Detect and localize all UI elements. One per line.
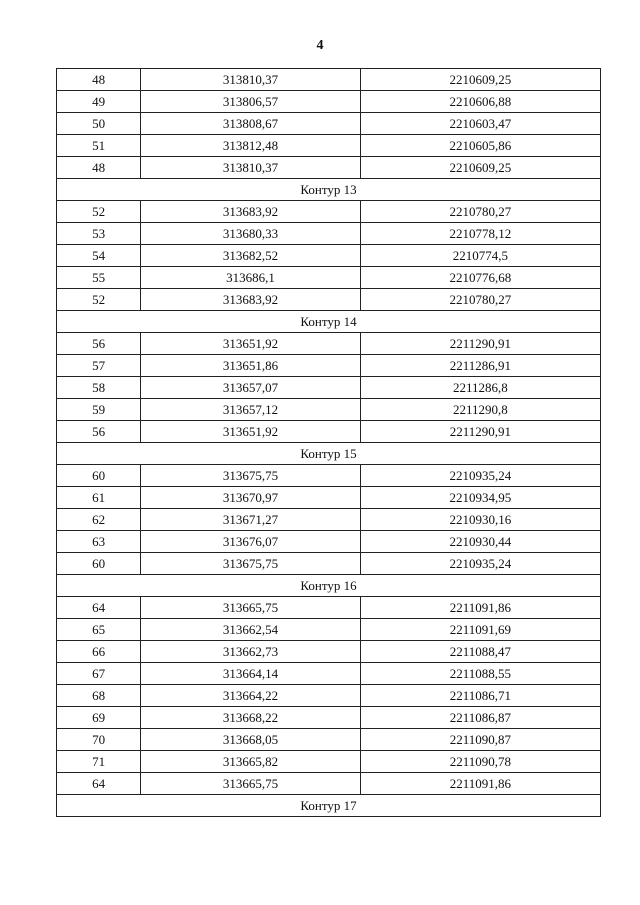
- y-coordinate-cell: 2211090,87: [360, 729, 600, 751]
- y-coordinate-cell: 2210605,86: [360, 135, 600, 157]
- y-coordinate-cell: 2210609,25: [360, 157, 600, 179]
- y-coordinate-cell: 2210934,95: [360, 487, 600, 509]
- x-coordinate-cell: 313651,92: [141, 421, 360, 443]
- table-row: [57, 333, 601, 355]
- x-coordinate-cell: 313683,92: [141, 289, 360, 311]
- point-number-cell: 64: [57, 597, 141, 619]
- table-row: [57, 663, 601, 685]
- contour-header-row: [57, 795, 601, 817]
- x-coordinate-cell: 313657,07: [141, 377, 360, 399]
- point-number-cell: 55: [57, 267, 141, 289]
- y-coordinate-cell: 2211091,86: [360, 597, 600, 619]
- table-row: [57, 135, 601, 157]
- y-coordinate-cell: 2211286,91: [360, 355, 600, 377]
- point-number-cell: 64: [57, 773, 141, 795]
- x-coordinate-cell: 313651,92: [141, 333, 360, 355]
- point-number-cell: 61: [57, 487, 141, 509]
- table-row: [57, 289, 601, 311]
- y-coordinate-cell: 2210603,47: [360, 113, 600, 135]
- point-number-cell: 67: [57, 663, 141, 685]
- table-row: [57, 421, 601, 443]
- table-row: [57, 465, 601, 487]
- x-coordinate-cell: 313664,22: [141, 685, 360, 707]
- x-coordinate-cell: 313665,75: [141, 597, 360, 619]
- x-coordinate-cell: 313812,48: [141, 135, 360, 157]
- point-number-cell: 48: [57, 69, 141, 91]
- table-row: [57, 399, 601, 421]
- coordinates-table: [56, 68, 601, 817]
- y-coordinate-cell: 2210935,24: [360, 465, 600, 487]
- y-coordinate-cell: 2210930,16: [360, 509, 600, 531]
- table-row: [57, 729, 601, 751]
- point-number-cell: 63: [57, 531, 141, 553]
- point-number-cell: 57: [57, 355, 141, 377]
- x-coordinate-cell: 313686,1: [141, 267, 360, 289]
- x-coordinate-cell: 313664,14: [141, 663, 360, 685]
- table-row: [57, 91, 601, 113]
- x-coordinate-cell: 313668,05: [141, 729, 360, 751]
- contour-header-row: [57, 575, 601, 597]
- y-coordinate-cell: 2211091,69: [360, 619, 600, 641]
- table-row: [57, 619, 601, 641]
- y-coordinate-cell: 2211091,86: [360, 773, 600, 795]
- table-row: [57, 355, 601, 377]
- table-row: [57, 69, 601, 91]
- contour-title: Контур 15: [57, 443, 601, 465]
- y-coordinate-cell: 2210780,27: [360, 201, 600, 223]
- y-coordinate-cell: 2211088,47: [360, 641, 600, 663]
- table-row: [57, 201, 601, 223]
- point-number-cell: 68: [57, 685, 141, 707]
- x-coordinate-cell: 313806,57: [141, 91, 360, 113]
- table-row: [57, 531, 601, 553]
- x-coordinate-cell: 313657,12: [141, 399, 360, 421]
- point-number-cell: 60: [57, 553, 141, 575]
- point-number-cell: 56: [57, 333, 141, 355]
- x-coordinate-cell: 313682,52: [141, 245, 360, 267]
- point-number-cell: 48: [57, 157, 141, 179]
- x-coordinate-cell: 313668,22: [141, 707, 360, 729]
- x-coordinate-cell: 313810,37: [141, 69, 360, 91]
- point-number-cell: 60: [57, 465, 141, 487]
- point-number-cell: 59: [57, 399, 141, 421]
- point-number-cell: 69: [57, 707, 141, 729]
- page-number: 4: [316, 38, 324, 53]
- x-coordinate-cell: 313651,86: [141, 355, 360, 377]
- point-number-cell: 50: [57, 113, 141, 135]
- table-row: [57, 223, 601, 245]
- x-coordinate-cell: 313670,97: [141, 487, 360, 509]
- table-row: [57, 377, 601, 399]
- x-coordinate-cell: 313662,73: [141, 641, 360, 663]
- point-number-cell: 53: [57, 223, 141, 245]
- point-number-cell: 65: [57, 619, 141, 641]
- y-coordinate-cell: 2211290,8: [360, 399, 600, 421]
- contour-header-row: [57, 179, 601, 201]
- x-coordinate-cell: 313671,27: [141, 509, 360, 531]
- x-coordinate-cell: 313808,67: [141, 113, 360, 135]
- x-coordinate-cell: 313675,75: [141, 553, 360, 575]
- y-coordinate-cell: 2210774,5: [360, 245, 600, 267]
- table-row: [57, 685, 601, 707]
- point-number-cell: 54: [57, 245, 141, 267]
- point-number-cell: 51: [57, 135, 141, 157]
- point-number-cell: 52: [57, 289, 141, 311]
- y-coordinate-cell: 2210930,44: [360, 531, 600, 553]
- point-number-cell: 70: [57, 729, 141, 751]
- y-coordinate-cell: 2211090,78: [360, 751, 600, 773]
- table-row: [57, 707, 601, 729]
- point-number-cell: 49: [57, 91, 141, 113]
- x-coordinate-cell: 313683,92: [141, 201, 360, 223]
- x-coordinate-cell: 313675,75: [141, 465, 360, 487]
- table-row: [57, 553, 601, 575]
- point-number-cell: 58: [57, 377, 141, 399]
- y-coordinate-cell: 2211088,55: [360, 663, 600, 685]
- point-number-cell: 52: [57, 201, 141, 223]
- table-row: [57, 597, 601, 619]
- table-row: [57, 509, 601, 531]
- x-coordinate-cell: 313810,37: [141, 157, 360, 179]
- x-coordinate-cell: 313680,33: [141, 223, 360, 245]
- contour-title: Контур 17: [57, 795, 601, 817]
- table-row: [57, 113, 601, 135]
- table-row: [57, 245, 601, 267]
- x-coordinate-cell: 313662,54: [141, 619, 360, 641]
- table-row: [57, 267, 601, 289]
- x-coordinate-cell: 313665,75: [141, 773, 360, 795]
- y-coordinate-cell: 2211290,91: [360, 421, 600, 443]
- x-coordinate-cell: 313665,82: [141, 751, 360, 773]
- y-coordinate-cell: 2210606,88: [360, 91, 600, 113]
- y-coordinate-cell: 2211086,87: [360, 707, 600, 729]
- y-coordinate-cell: 2211290,91: [360, 333, 600, 355]
- contour-title: Контур 13: [57, 179, 601, 201]
- y-coordinate-cell: 2210935,24: [360, 553, 600, 575]
- point-number-cell: 62: [57, 509, 141, 531]
- contour-header-row: [57, 311, 601, 333]
- y-coordinate-cell: 2210780,27: [360, 289, 600, 311]
- point-number-cell: 66: [57, 641, 141, 663]
- contour-title: Контур 14: [57, 311, 601, 333]
- y-coordinate-cell: 2211086,71: [360, 685, 600, 707]
- coordinates-table-body: [57, 69, 601, 817]
- y-coordinate-cell: 2211286,8: [360, 377, 600, 399]
- contour-title: Контур 16: [57, 575, 601, 597]
- table-row: [57, 641, 601, 663]
- y-coordinate-cell: 2210776,68: [360, 267, 600, 289]
- contour-header-row: [57, 443, 601, 465]
- table-row: [57, 773, 601, 795]
- table-row: [57, 751, 601, 773]
- y-coordinate-cell: 2210609,25: [360, 69, 600, 91]
- y-coordinate-cell: 2210778,12: [360, 223, 600, 245]
- point-number-cell: 56: [57, 421, 141, 443]
- table-row: [57, 487, 601, 509]
- point-number-cell: 71: [57, 751, 141, 773]
- table-row: [57, 157, 601, 179]
- x-coordinate-cell: 313676,07: [141, 531, 360, 553]
